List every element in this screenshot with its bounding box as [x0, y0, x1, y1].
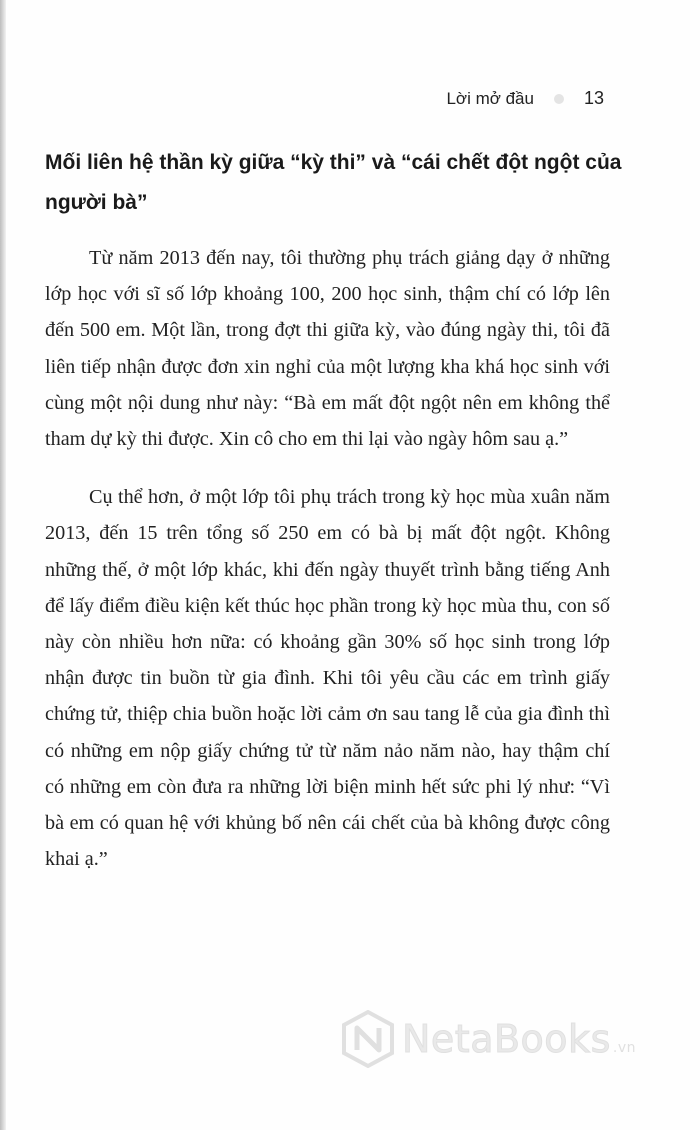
- watermark-brand: NetaBooks .vn: [402, 1017, 636, 1061]
- watermark-suffix: .vn: [612, 1040, 636, 1056]
- page-number: 13: [583, 88, 604, 108]
- running-header: [446, 88, 604, 109]
- netabooks-logo-icon: [342, 1010, 394, 1068]
- header-separator-dot: [554, 94, 564, 104]
- netabooks-watermark: [342, 1010, 636, 1068]
- body-text: [45, 240, 610, 899]
- paragraph-1: Từ năm 2013 đến nay, tôi thường phụ trách giảng dạy ở những lớp học với sĩ số lớp khoảng 100, 200 học sinh, thậm chí có lớp lên đến 500 em. Một lần, trong đợt thi giữa kỳ, vào đúng ngày thi, tôi đã liên tiếp nhận được đơn xin nghỉ của một lượng kha khá học sinh với cùng một nội dung như này: “Bà em mất đột ngột nên em không thể tham dự kỳ thi được. Xin cô cho em thi lại vào ngày hôm sau ạ.”: [45, 247, 610, 451]
- section-heading: Mối liên hệ thần kỳ giữa “kỳ thi” và “cái chết đột ngột của người bà”: [45, 151, 622, 214]
- paragraph-2: Cụ thể hơn, ở một lớp tôi phụ trách trong kỳ học mùa xuân năm 2013, đến 15 trên tổng số 250 em có bà bị mất đột ngột. Không những thế, ở một lớp khác, khi đến ngày thuyết trình bằng tiếng Anh để lấy điểm điều kiện kết thúc học phần trong kỳ học mùa thu, con số này còn nhiều hơn nữa: có khoảng gần 30% số học sinh trong lớp nhận được tin buồn từ gia đình. Khi tôi yêu cầu các em trình giấy chứng tử, thiệp chia buồn hoặc lời cảm ơn sau tang lễ của gia đình thì có những em nộp giấy chứng tử từ năm nảo năm nào, hay thậm chí có những em còn đưa ra những lời biện minh hết sức phi lý như: “Vì bà em có quan hệ với khủng bố nên cái chết của bà không được công khai ạ.”: [45, 486, 610, 871]
- chapter-title: Lời mở đầu: [446, 89, 534, 108]
- scan-edge: [0, 0, 6, 1130]
